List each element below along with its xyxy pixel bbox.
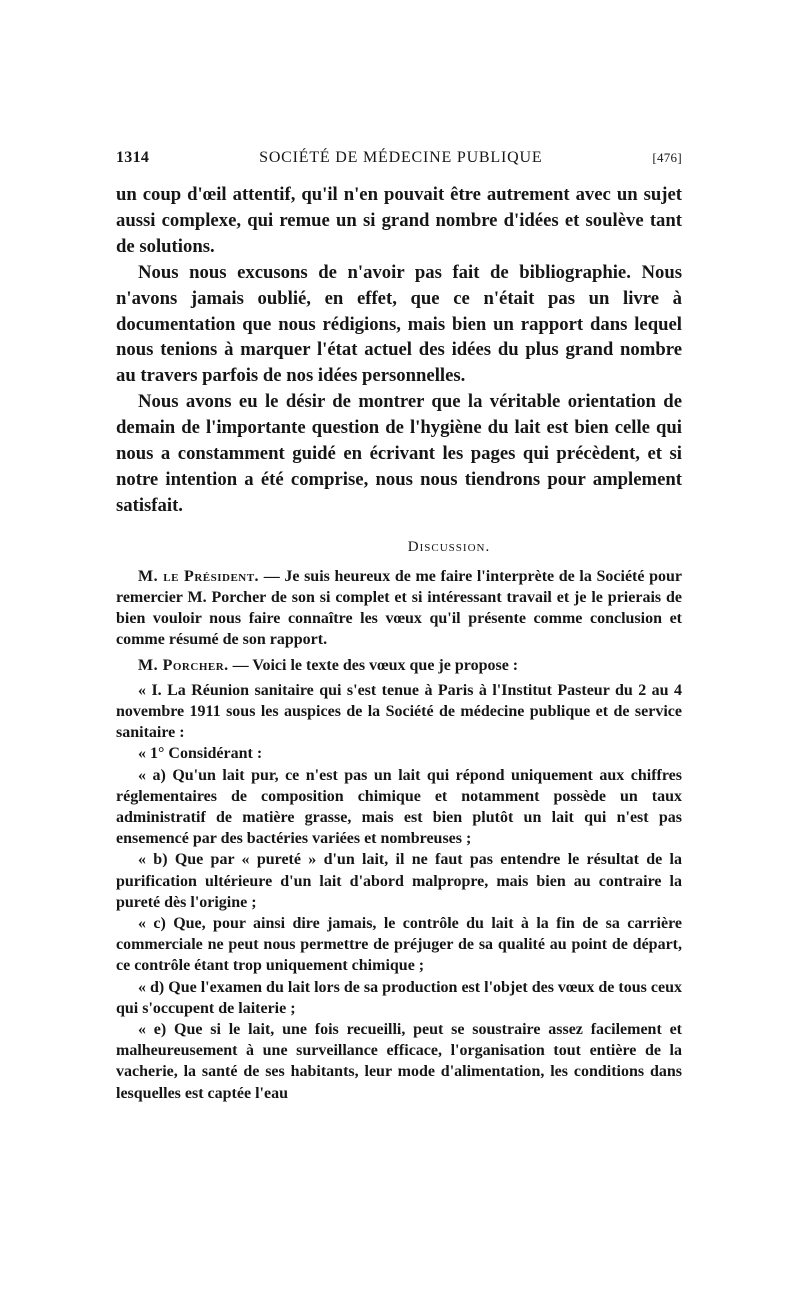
speaker-name: M. Porcher. [138, 656, 229, 674]
page-number: 1314 [116, 149, 150, 166]
discussion-body [116, 566, 682, 1104]
document-page [116, 148, 682, 1104]
resolution-paragraph: « e) Que si le lait, une fois recueilli, peut se soustraire assez facilement et malheureusement à une surveillance efficace, l'organisation tout entière de la vacherie, la santé de ses habitants, leur mode d'alimentation, les conditions dans lesquelles est captée l'eau [116, 1021, 682, 1102]
resolution-paragraph: « b) Que par « pureté » d'un lait, il ne faut pas entendre le résultat de la purification ultérieure d'un lait d'abord malpropre, mais bien au contraire la pureté dès l'origine ; [116, 851, 682, 911]
resolution-paragraph: « a) Qu'un lait pur, ce n'est pas un lait qui répond uniquement aux chiffres réglementaires de composition chimique et notamment possède un taux administratif de matière grasse, mais est bien plutôt un lait qui n'est pas ensemencé par des bactéries variées et nombreuses ; [116, 766, 682, 848]
speaker-name: M. le Président. [138, 567, 260, 585]
paragraph: Nous avons eu le désir de montrer que la véritable orientation de demain de l'importante question de l'hygiène du lait est bien celle qui nous a constamment guidé en écrivant les pages qui précèdent, et si notre intention a été comprise, nous nous tiendrons pour amplement satisfait. [116, 391, 682, 516]
running-header [116, 148, 682, 168]
president-remark [116, 566, 682, 651]
resolution-paragraph: « 1° Considérant : [138, 745, 263, 763]
remark-text: — Voici le texte des vœux que je propose : [228, 656, 519, 674]
remark-text: — Je suis heureux de me faire l'interprète de la Société pour remercier M. Porcher de son si complet et si intéressant travail et je le prierais de bien vouloir nous faire connaître les vœux qu'il présente comme conclusion et comme résumé de son rapport. [116, 567, 682, 649]
running-title: SOCIÉTÉ DE MÉDECINE PUBLIQUE [259, 149, 543, 166]
porcher-remark [116, 655, 682, 676]
report-conclusion [116, 182, 682, 519]
section-heading: Discussion. [407, 538, 491, 555]
original-page-number: [476] [652, 150, 682, 165]
paragraph: Nous nous excusons de n'avoir pas fait de bibliographie. Nous n'avons jamais oublié, en effet, que ce n'était pas un livre à documentation que nous rédigions, mais bien un rapport dans lequel nous tenions à marquer l'état actuel des idées du plus grand nombre au travers parfois de nos idées personnelles. [116, 261, 682, 387]
paragraph: un coup d'œil attentif, qu'il n'en pouvait être autrement avec un sujet aussi complexe, qui remue un si grand nombre d'idées et soulève tant de solutions. [116, 184, 682, 257]
resolution-paragraph: « d) Que l'examen du lait lors de sa production est l'objet des vœux de tous ceux qui s'occupent de laiterie ; [116, 978, 682, 1017]
resolution-paragraph: « c) Que, pour ainsi dire jamais, le contrôle du lait à la fin de sa carrière commerciale ne peut nous permettre de préjuger de sa qualité au point de départ, ce contrôle étant trop uniquement chimique ; [116, 915, 682, 975]
resolution-paragraph: « I. La Réunion sanitaire qui s'est tenue à Paris à l'Institut Pasteur du 2 au 4 novembre 1911 sous les auspices de la Société de médecine publique et de service sanitaire : [116, 681, 682, 742]
